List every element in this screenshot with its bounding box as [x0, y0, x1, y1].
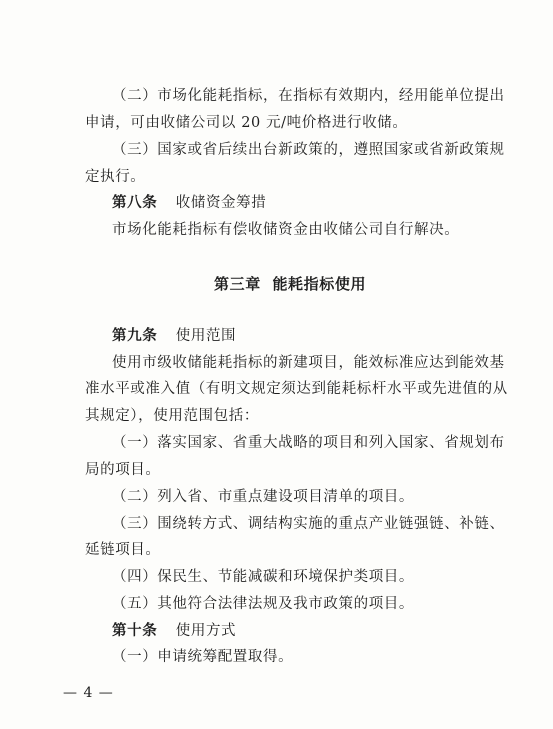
paragraph-line	[112, 594, 414, 614]
paragraph-line	[85, 113, 407, 133]
paragraph-line	[112, 86, 505, 106]
paragraph-line	[85, 460, 161, 480]
paragraph-line	[85, 540, 161, 560]
article-title: 使用范围	[175, 328, 237, 344]
text-run: （四）保民生、节能减碳和环境保护类项目。	[112, 569, 414, 585]
text-run: 其规定），使用范围包括：	[85, 408, 259, 424]
article-heading	[112, 621, 236, 641]
article-label: 第九条	[112, 328, 158, 344]
text-run: （一）落实国家、省重大战略的项目和列入国家、省规划布	[112, 435, 505, 451]
text-run: （三）围绕转方式、调结构实施的重点产业链强链、补链、	[112, 516, 505, 532]
paragraph-line	[112, 140, 505, 160]
paragraph-line	[112, 220, 459, 240]
text-run: 局的项目。	[85, 462, 161, 478]
text-run: 准水平或准入值（有明文规定须达到能耗标杆水平或先进值的从	[85, 381, 508, 397]
page-number-text: — 4 —	[63, 685, 114, 701]
paragraph-line	[112, 567, 414, 587]
paragraph-line	[85, 406, 259, 426]
article-heading	[112, 193, 266, 213]
text-run: 使用市级收储能耗指标的新建项目，能效标准应达到能效基	[112, 355, 505, 371]
article-title: 收储资金筹措	[175, 195, 267, 211]
paragraph-line	[112, 433, 505, 453]
paragraph-line	[112, 353, 505, 373]
text-run: （一）申请统筹配置取得。	[112, 649, 294, 665]
page-number	[63, 683, 114, 703]
text-run: （五）其他符合法律法规及我市政策的项目。	[112, 596, 414, 612]
article-label: 第十条	[112, 623, 158, 639]
text-run: 市场化能耗指标有偿收储资金由收储公司自行解决。	[112, 222, 460, 238]
paragraph-line	[85, 379, 508, 399]
article-heading	[112, 326, 236, 346]
paragraph-line	[85, 167, 145, 187]
chapter-title: 第三章 能耗指标使用	[214, 275, 367, 293]
article-label: 第八条	[112, 195, 158, 211]
text-run: 定执行。	[85, 169, 146, 185]
paragraph-line	[112, 514, 505, 534]
chapter-heading	[214, 274, 366, 294]
text-run: （二）列入省、市重点建设项目清单的项目。	[112, 489, 414, 505]
paragraph-line	[112, 487, 414, 507]
text-run: 申请，可由收储公司以 20 元/吨价格进行收储。	[85, 115, 408, 131]
article-title: 使用方式	[175, 623, 237, 639]
text-run: （三）国家或省后续出台新政策的，遵照国家或省新政策规	[112, 142, 505, 158]
text-run: （二）市场化能耗指标，在指标有效期内，经用能单位提出	[112, 88, 505, 104]
text-run: 延链项目。	[85, 542, 161, 558]
paragraph-line	[112, 647, 293, 667]
